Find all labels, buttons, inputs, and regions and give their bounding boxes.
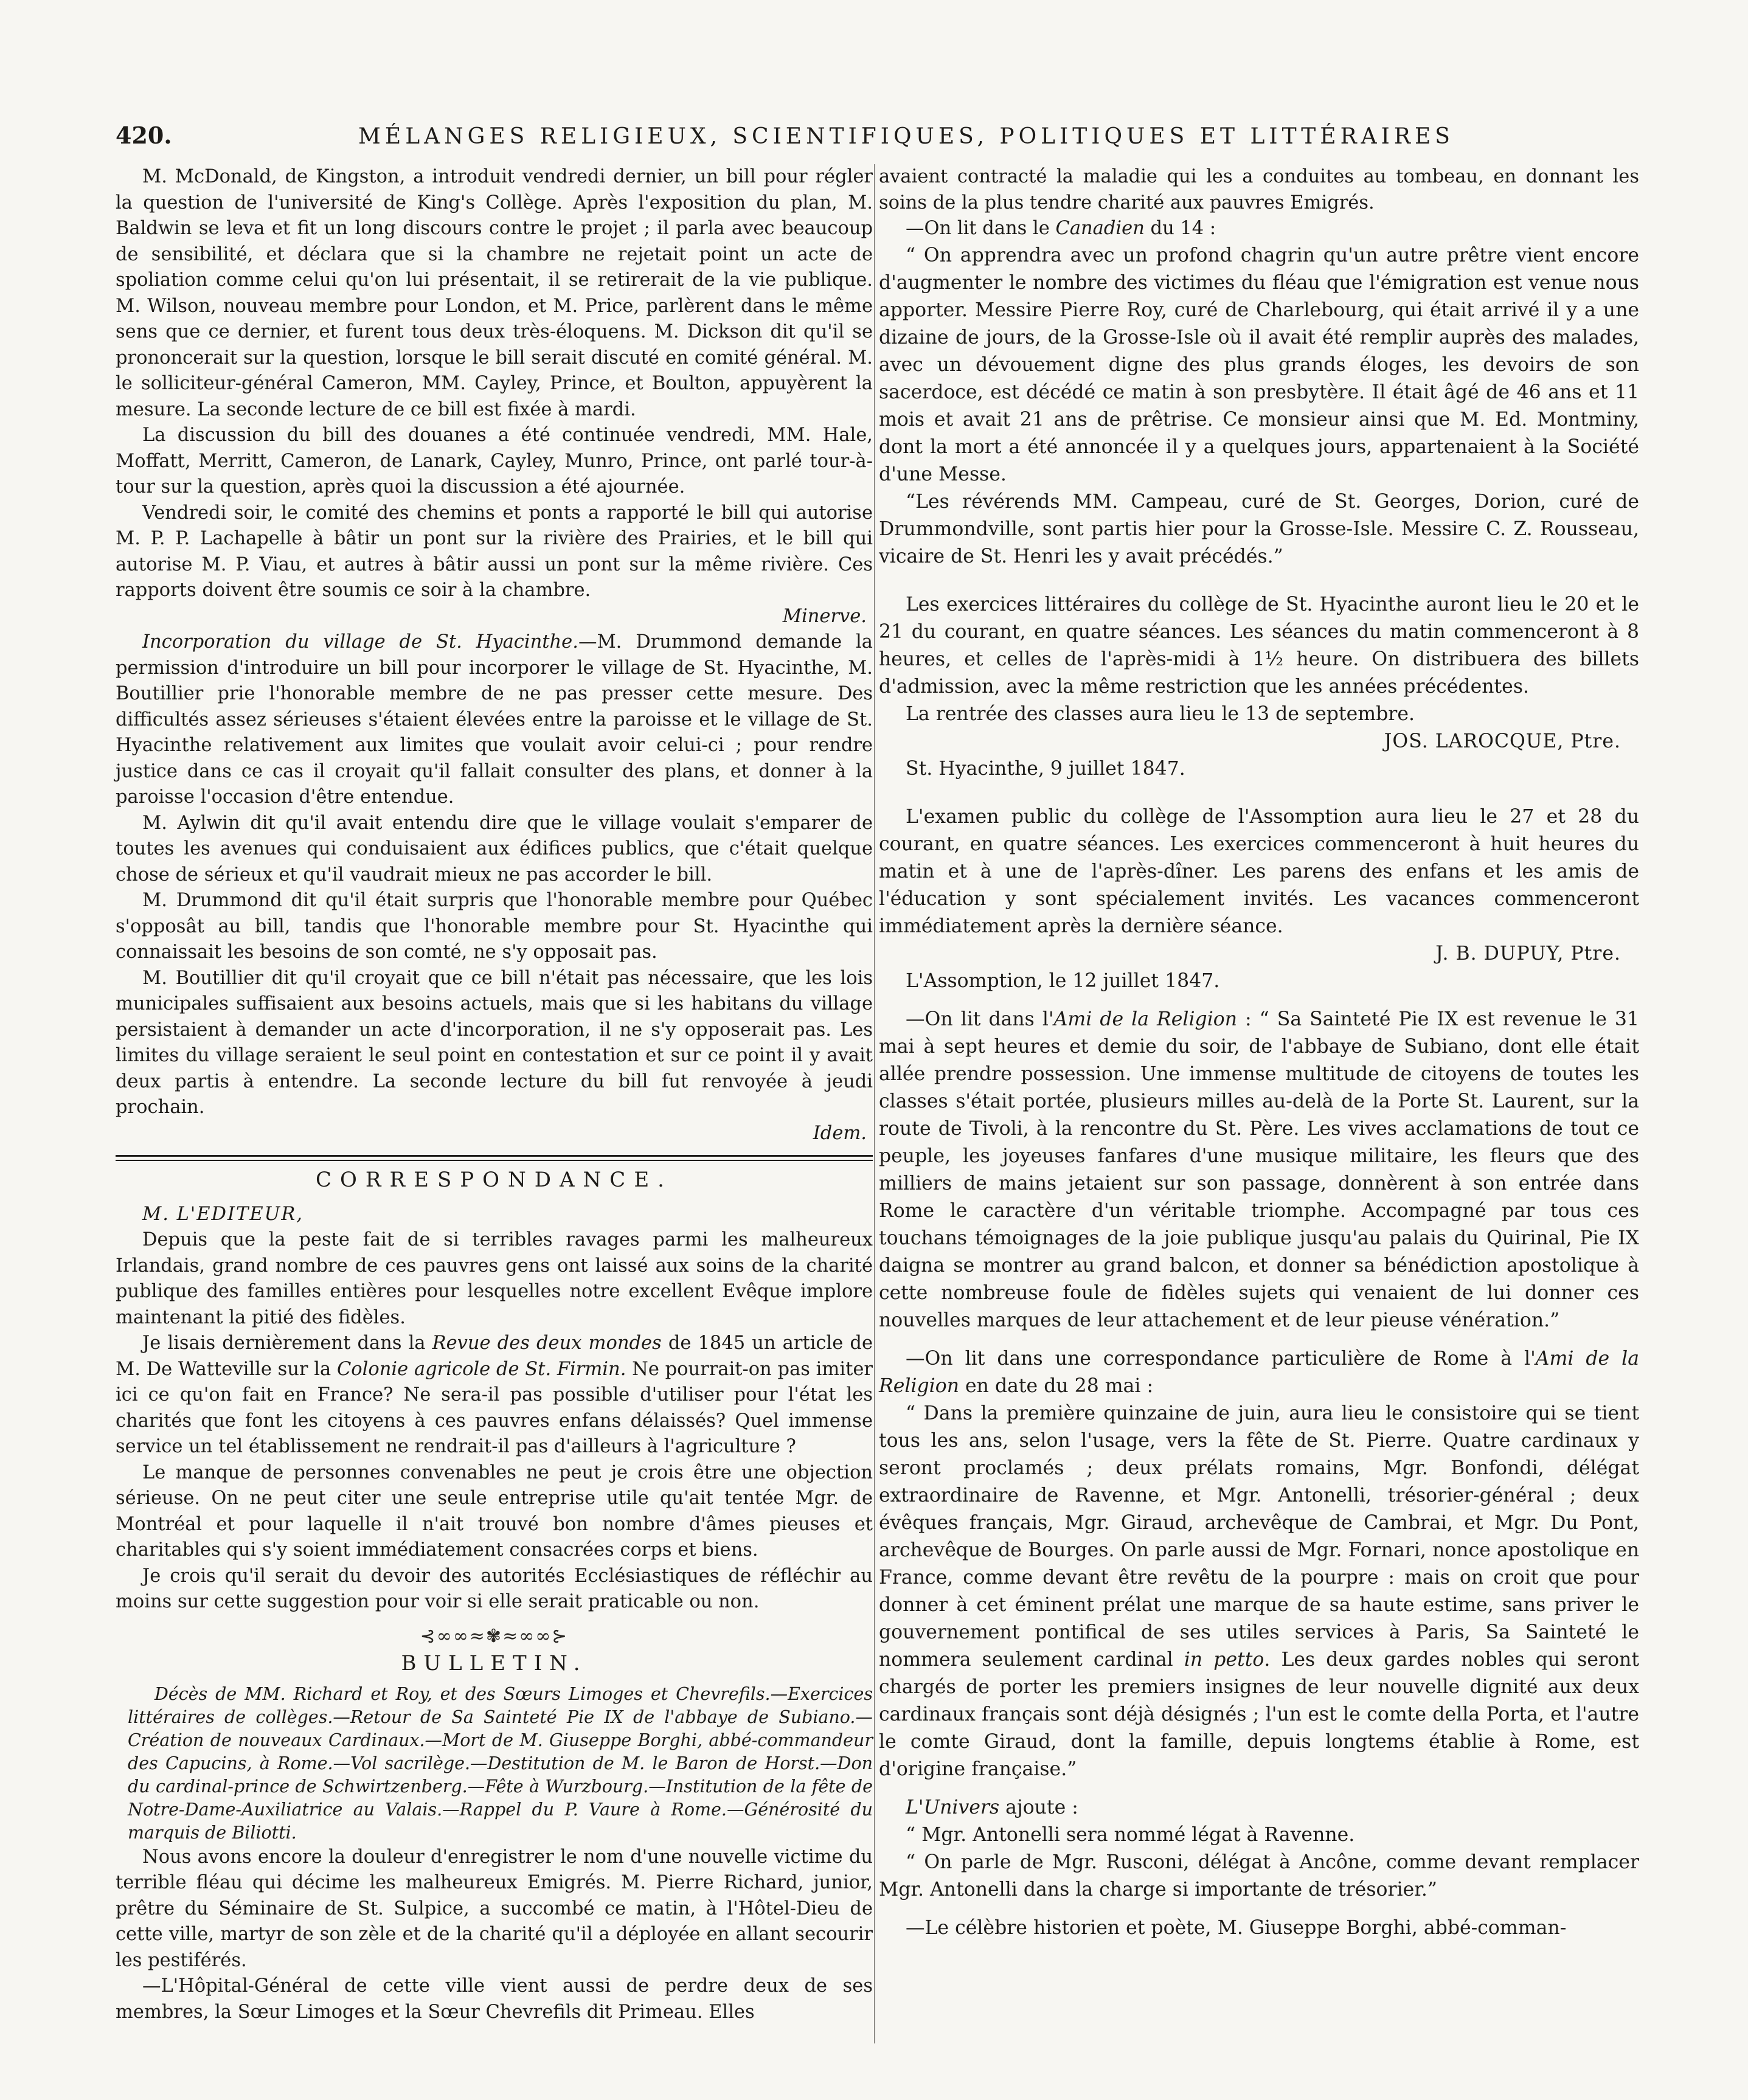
ami-religion-title-2: Ami de la Religion: [879, 1347, 1639, 1397]
paragraph-incorporation: [116, 629, 873, 811]
correspondance-title: CORRESPONDANCE.: [316, 1168, 673, 1192]
paragraph-univers-intro: [879, 1794, 1639, 1821]
spacer: [879, 995, 1639, 1006]
paragraph-continuation: avaient contracté la maladie qui les a conduites au tombeau, en donnant les soins de la plus tendre charité aux pauvres Emigrés.: [879, 166, 1639, 213]
r10-text-b: . Les deux gardes nobles qui seront chargés de porter les premiers insignes de leur nouvelle dignité aux deux cardinaux français sont déjà désignés ; l'un est le comte della Porta, et l'autre le comte Giraud, dont la famille, depuis longtems établie à Rome, est d'origine française.”: [879, 1648, 1640, 1780]
spacer: [879, 570, 1639, 591]
r2-text-b: du 14 :: [1144, 218, 1216, 239]
univers-title: L'Univers: [906, 1796, 1000, 1818]
paragraph-rusconi: “ On parle de Mgr. Rusconi, délégat à Ancône, comme devant remplacer Mgr. Antonelli dans la charge si importante de trésorier.”: [879, 1851, 1639, 1901]
r11-text: ajoute :: [999, 1796, 1078, 1818]
incorporation-text: —M. Drummond demande la permission d'introduire un bill pour incorporer le village de St. Hyacinthe, M. Boutillier prie l'honorable membre de ne pas presser cette mesure. Des difficultés assez sérieuses s'étaient élevées entre la paroisse et le village de St. Hyacinthe relativement aux limites que voulait avoir celui-ci ; pour rendre justice dans ce cas il croyait qu'il fallait consulter des plans, et donner à la paroisse l'occasion d'être entendue.: [116, 631, 873, 808]
right-column: [879, 164, 1639, 1942]
dateline-hyacinthe: St. Hyacinthe, 9 juillet 1847.: [906, 757, 1185, 780]
source-minerve: Minerve.: [782, 605, 867, 627]
incorporation-lead: Incorporation du village de St. Hyacinthe.: [142, 631, 578, 653]
paragraph-pie-ix: [879, 1006, 1639, 1334]
page-number: 420.: [116, 122, 172, 149]
canadien-title: Canadien: [1055, 218, 1145, 239]
paragraph-correspondance-2: [116, 1331, 873, 1460]
section-rule: [116, 1155, 873, 1161]
paragraph-consistoire: [879, 1400, 1639, 1783]
paragraph-chemins-ponts: Vendredi soir, le comité des chemins et ponts a rapporté le bill qui autorise M. P. P. Lachapelle à bâtir un pont sur la rivière des Prairies, et le bill qui autorise M. P. Viau, et autres à bâtir aussi un pont sur la même rivière. Ces rapports doivent être soumis ce soir à la chambre.: [116, 502, 873, 601]
c2-text-c: Ne pourrait-on pas imiter ici ce qu'on fait en France? Ne sera-il pas possible d'utiliser pour l'état les charités que font les citoyens à ces pauvres enfans délaissés? Quel immense service un tel établissement ne rendrait-il pas d'ailleurs à l'agriculture ?: [116, 1358, 873, 1457]
paragraph-antonelli: “ Mgr. Antonelli sera nommé légat à Ravenne.: [906, 1823, 1355, 1846]
page-header: [116, 122, 1624, 158]
spacer: [879, 1904, 1639, 1915]
signature-dupuy: J. B. DUPUY, Ptre.: [1435, 942, 1621, 965]
paragraph-bulletin-hopital: —L'Hôpital-Général de cette ville vient aussi de perdre deux de ses membres, la Sœur Limoges et la Sœur Chevrefils dit Primeau. Elles: [116, 1975, 873, 2023]
spacer: [879, 1334, 1639, 1345]
paragraph-boutillier: M. Boutillier dit qu'il croyait que ce bill n'était pas nécessaire, que les lois municipales suffisaient aux besoins actuels, mais que si les habitans du village persistaient à demander un acte d'incorporation, il ne s'y opposerait pas. Les limites du village seraient le seul point en contestation et sur ce point il y avait deux partis à entendre. La seconde lecture du bill fut renvoyée à jeudi prochain.: [116, 967, 873, 1118]
r2-text-a: —On lit dans le: [906, 218, 1056, 239]
r10-text-a: “ Dans la première quinzaine de juin, aura lieu le consistoire qui se tient tous les ans, selon l'usage, vers la fête de St. Pierre. Quatre cardinaux y seront proclamés ; deux prélats romains, Mgr. Bonfondi, délégat extraordinaire de Ravenne, et Mgr. Antonelli, trésorier-général ; deux évêques français, Mgr. Giraud, archevêque de Cambrai, et Mgr. Du Pont, archevêque de Bourges. On parle aussi de Mgr. Fornari, nonce apostolique en France, comme devant être revêtu de la pourpre : mais on croit que pour donner à cet éminent prélat une marque de sa haute estime, sans priver le gouvernement pontifical de ses utiles services à Paris, Sa Sainteté le nommera seulement cardinal: [879, 1402, 1639, 1671]
paragraph-correspondance-3: Le manque de personnes convenables ne peut je crois être une objection sérieuse. On ne peut citer une seule entreprise utile qu'ait tentée Mgr. de Montréal et pour laquelle il n'ait trouvé bon nombre d'âmes pieuses et charitables qui s'y soient immédiatement consacrées corps et biens.: [116, 1461, 873, 1561]
c2-text-a: Je lisais dernièrement dans la: [142, 1332, 432, 1354]
r9-text-a: —On lit dans une correspondance particulière de Rome à l': [906, 1347, 1536, 1370]
paragraph-canadien-intro: [879, 216, 1639, 242]
c2-revue-title: Revue des deux mondes: [432, 1332, 662, 1354]
paragraph-exercices-hyacinthe: Les exercices littéraires du collège de St. Hyacinthe auront lieu le 20 et le 21 du courant, en quatre séances. Les séances du matin commenceront à 8 heures, et celles de l'après-midi à 1½ heure. On distribuera des billets d'admission, avec la même restriction que les années précédentes.: [879, 593, 1639, 698]
salutation: M. L'EDITEUR,: [142, 1203, 303, 1225]
left-column: [116, 164, 873, 2025]
paragraph-bulletin-richard: Nous avons encore la douleur d'enregistrer le nom d'une nouvelle victime du terrible fléau qui décime les malheureux Emigrés. M. Pierre Richard, junior, prêtre du Séminaire de St. Sulpice, a succombé ce matin, à l'Hôtel-Dieu de cette ville, martyr de son zèle et de la charité qu'il a déployée en allant secourir les pestiférés.: [116, 1846, 873, 1971]
paragraph-mcdonald: M. McDonald, de Kingston, a introduit vendredi dernier, un bill pour régler la question de l'université de King's Collège. Après l'exposition du plan, M. Baldwin se leva et fit un long discours contre le projet ; il parla avec beaucoup de sensibilité, et déclara que si la chambre ne rejetait point un acte de spoliation comme celui qu'on lui présentait, il se retirerait de la vie publique. M. Wilson, nouveau membre pour London, et M. Price, parlèrent dans le même sens que ce dernier, et furent tous deux très-éloquens. M. Dickson dit qu'il se prononcerait sur la question, lorsque le bill serait discuté en comité général. M. le solliciteur-général Cameron, MM. Cayley, Prince, et Boulton, appuyèrent la mesure. La seconde lecture de ce bill est fixée à mardi.: [116, 166, 873, 420]
ami-religion-title: Ami de la Religion: [1053, 1008, 1238, 1030]
paragraph-rentree: La rentrée des classes aura lieu le 13 de septembre.: [906, 702, 1415, 725]
paragraph-correspondance-4: Je crois qu'il serait du devoir des autorités Ecclésiastiques de réfléchir au moins sur cette suggestion pour voir si elle serait praticable ou non.: [116, 1565, 873, 1612]
source-idem: Idem.: [813, 1122, 867, 1144]
column-divider: [874, 164, 875, 2043]
spacer: [879, 1783, 1639, 1794]
bulletin-title: BULLETIN.: [401, 1651, 588, 1675]
ornament-divider: ⊰∞∞≈✾≈∞∞⊱: [420, 1625, 569, 1647]
paragraph-borghi: —Le célèbre historien et poète, M. Giuseppe Borghi, abbé-comman-: [906, 1916, 1567, 1939]
paragraph-drummond: M. Drummond dit qu'il était surpris que l'honorable membre pour Québec s'opposât au bill, tandis que l'honorable membre pour St. Hyacinthe qui connaissait les besoins de son comté, ne s'y opposait pas.: [116, 890, 873, 963]
running-title: MÉLANGES RELIGIEUX, SCIENTIFIQUES, POLITIQUES ET LITTÉRAIRES: [358, 124, 1454, 149]
paragraph-reverends: “Les révérends MM. Campeau, curé de St. Georges, Dorion, curé de Drummondville, sont partis hier pour la Grosse-Isle. Messire C. Z. Rousseau, vicaire de St. Henri les y avait précédés.”: [879, 490, 1639, 567]
c2-colonie-title: Colonie agricole de St. Firmin.: [336, 1358, 626, 1380]
spacer: [879, 783, 1639, 803]
r9-text-b: en date du 28 mai :: [959, 1374, 1154, 1397]
signature-larocque: JOS. LAROCQUE, Ptre.: [1384, 730, 1621, 752]
dateline-assomption: L'Assomption, le 12 juillet 1847.: [906, 969, 1220, 992]
r8-text-a: —On lit dans l': [906, 1008, 1054, 1030]
paragraph-assomption: L'examen public du collège de l'Assomption aura lieu le 27 et 28 du courant, en quatre séances. Les exercices commenceront à huit heures du matin et à une de l'après-dîner. Les parens des enfans et les amis de l'éducation y sont spécialement invités. Les vacances commenceront immédiatement après la dernière séance.: [879, 805, 1639, 937]
bulletin-summary: Décès de MM. Richard et Roy, et des Sœurs Limoges et Chevrefils.—Exercices littéraires de collèges.—Retour de Sa Sainteté Pie IX de l'abbaye de Subiano.—Création de nouveaux Cardinaux.—Mort de M. Giuseppe Borghi, abbé-commandeur des Capucins, à Rome.—Vol sacrilège.—Destitution de M. le Baron de Horst.—Don du cardinal-prince de Schwirtzenberg.—Fête à Wurzbourg.—Institution de la fête de Notre-Dame-Auxiliatrice au Valais.—Rappel du P. Vaure à Rome.—Générosité du marquis de Biliotti.: [128, 1683, 873, 1843]
paragraph-douanes: La discussion du bill des douanes a été continuée vendredi, MM. Hale, Moffatt, Merritt, Cameron, de Lanark, Cayley, Munro, Prince, ont parlé tour-à-tour sur la question, après quoi la discussion a été ajournée.: [116, 425, 873, 497]
r8-text-b: : “ Sa Sainteté Pie IX est revenue le 31 mai à sept heures et demie du soir, de l'abbaye de Subiano, dont elle était allée prendre possession. Une immense multitude de citoyens de toutes les classes s'était portée, plusieurs milles au-delà de la Porte St. Laurent, sur la route de Tivoli, à la rencontre du St. Père. Les vives acclamations de tout ce peuple, les joyeuses fanfares d'une musique militaire, les fleurs que des milliers de mains jetaient sur son passage, donnèrent à son entrée dans Rome le caractère d'un véritable triomphe. Accompagné par tous ces touchans témoignages de la joie publique jusqu'au palais du Quirinal, Pie IX daigna se montrer au grand balcon, et donner sa bénédiction apostolique à cette nombreuse foule de fidèles sujets qui venaient de lui donner ces nouvelles marques de leur attachement et de leur pieuse vénération.”: [879, 1008, 1639, 1331]
paragraph-pierre-roy: “ On apprendra avec un profond chagrin qu'un autre prêtre vient encore d'augmenter le nombre des victimes du fléau que l'émigration est venue nous apporter. Messire Pierre Roy, curé de Charlebourg, qui était arrivé il y a une dizaine de jours, de la Grosse-Isle où il avait été remplir auprès des malades, avec un dévouement digne des plus grands éloges, les devoirs de son sacerdoce, est décédé ce matin à son presbytère. Il était âgé de 46 ans et 11 mois et avait 21 ans de prêtrise. Ce monsieur ainsi que M. Ed. Montminy, dont la mort a été annoncée il y a quelques jours, appartenaient à la Société d'une Messe.: [879, 244, 1639, 485]
paragraph-correspondance-1: Depuis que la peste fait de si terribles ravages parmi les malheureux Irlandais, grand nombre de ces pauvres gens ont laissé aux soins de la charité publique des familles entières pour lesquelles notre excellent Evêque implore maintenant la pitié des fidèles.: [116, 1229, 873, 1328]
paragraph-correspondance-rome: [879, 1345, 1639, 1400]
c2-text-b: de 1845 un article de M. De Watteville sur la: [116, 1332, 873, 1380]
in-petto: in petto: [1184, 1648, 1264, 1671]
paragraph-aylwin: M. Aylwin dit qu'il avait entendu dire que le village voulait s'emparer de toutes les avenues qui conduisaient aux édifices publics, que c'était quelque chose de sérieux et qu'il vaudrait mieux ne pas accorder le bill.: [116, 812, 873, 885]
